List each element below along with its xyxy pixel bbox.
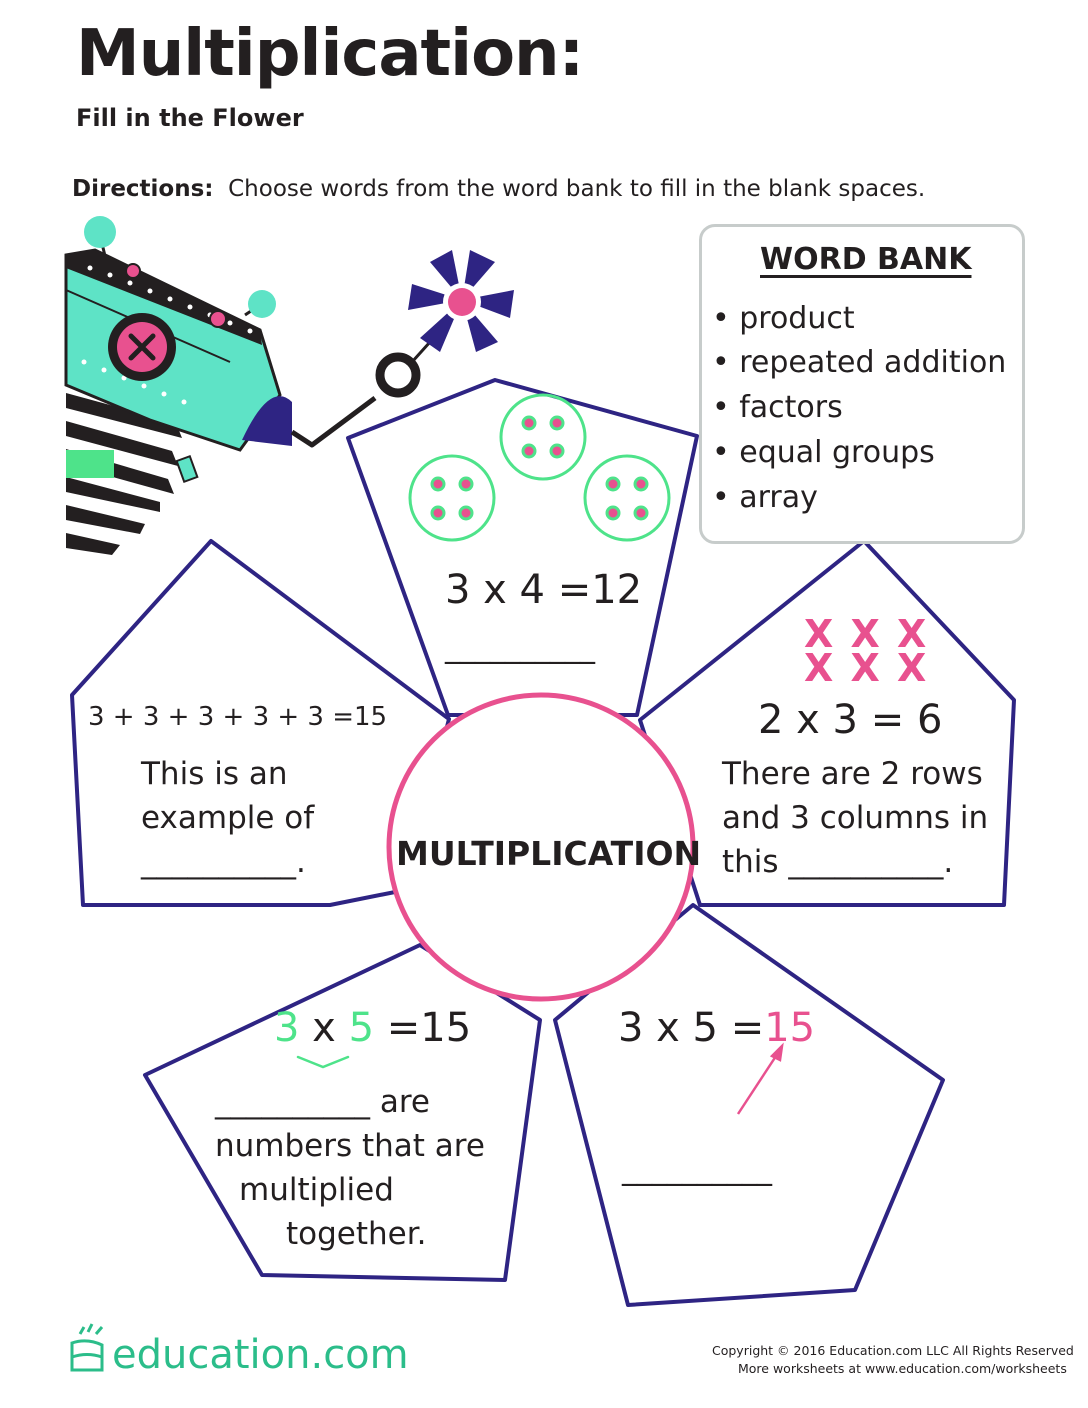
page-subtitle: Fill in the Flower [76, 104, 304, 132]
right-petal-line-2: and 3 columns in [722, 800, 989, 836]
right-petal-blank[interactable]: this __________. [722, 844, 954, 880]
bottom-right-blank[interactable]: __________ [622, 1152, 772, 1187]
bottom-left-equation [274, 1005, 472, 1051]
right-petal-equation: 2 x 3 = 6 [758, 697, 943, 743]
word-bank-item: • factors [712, 390, 843, 425]
array-marks-row-2: X X X [804, 646, 929, 690]
left-petal-equation: 3 + 3 + 3 + 3 + 3 =15 [88, 702, 388, 732]
left-petal-blank[interactable]: __________. [141, 844, 306, 880]
word-bank-title: WORD BANK [760, 242, 972, 277]
page-title: Multiplication: [76, 17, 584, 91]
equation-main: 3 x 5 = [618, 1005, 765, 1051]
directions-text: Choose words from the word bank to fill in the blank spaces. [228, 176, 926, 202]
factor-b: 5 [348, 1005, 375, 1051]
bottom-right-equation [618, 1005, 816, 1051]
word-bank-item: • repeated addition [712, 345, 1007, 380]
word-bank-item: • product [712, 301, 855, 336]
array-marks-row-1: X X X [804, 612, 929, 656]
copyright [712, 1342, 1074, 1378]
center-label: MULTIPLICATION [396, 834, 702, 873]
right-petal-line-1: There are 2 rows [722, 756, 983, 792]
directions-label: Directions: [72, 176, 214, 202]
factor-a: 3 [274, 1005, 300, 1051]
brand-name: education.com [112, 1332, 409, 1378]
bottom-left-line-4: together. [286, 1216, 427, 1252]
top-petal-blank[interactable]: __________ [445, 630, 595, 665]
left-petal-line-2: example of [141, 800, 315, 836]
product-value: 15 [764, 1005, 816, 1051]
copyright-line: Copyright © 2016 Education.com LLC All Rights Reserved [712, 1343, 1074, 1358]
bottom-left-line-3: multiplied [239, 1172, 394, 1208]
times-sign: x [299, 1005, 349, 1051]
word-bank-item: • equal groups [712, 435, 935, 470]
small-flower-icon [408, 250, 514, 352]
word-bank-item: • array [712, 480, 818, 515]
bottom-left-line-2: numbers that are [215, 1128, 485, 1164]
equation-result: =15 [374, 1005, 472, 1051]
bottom-left-blank[interactable]: __________ are [215, 1084, 430, 1120]
brand-logo-icon [72, 1324, 102, 1370]
more-worksheets-line: More worksheets at www.education.com/worksheets [738, 1361, 1067, 1376]
left-petal-line-1: This is an [141, 756, 288, 792]
top-petal-equation: 3 x 4 =12 [445, 567, 643, 613]
